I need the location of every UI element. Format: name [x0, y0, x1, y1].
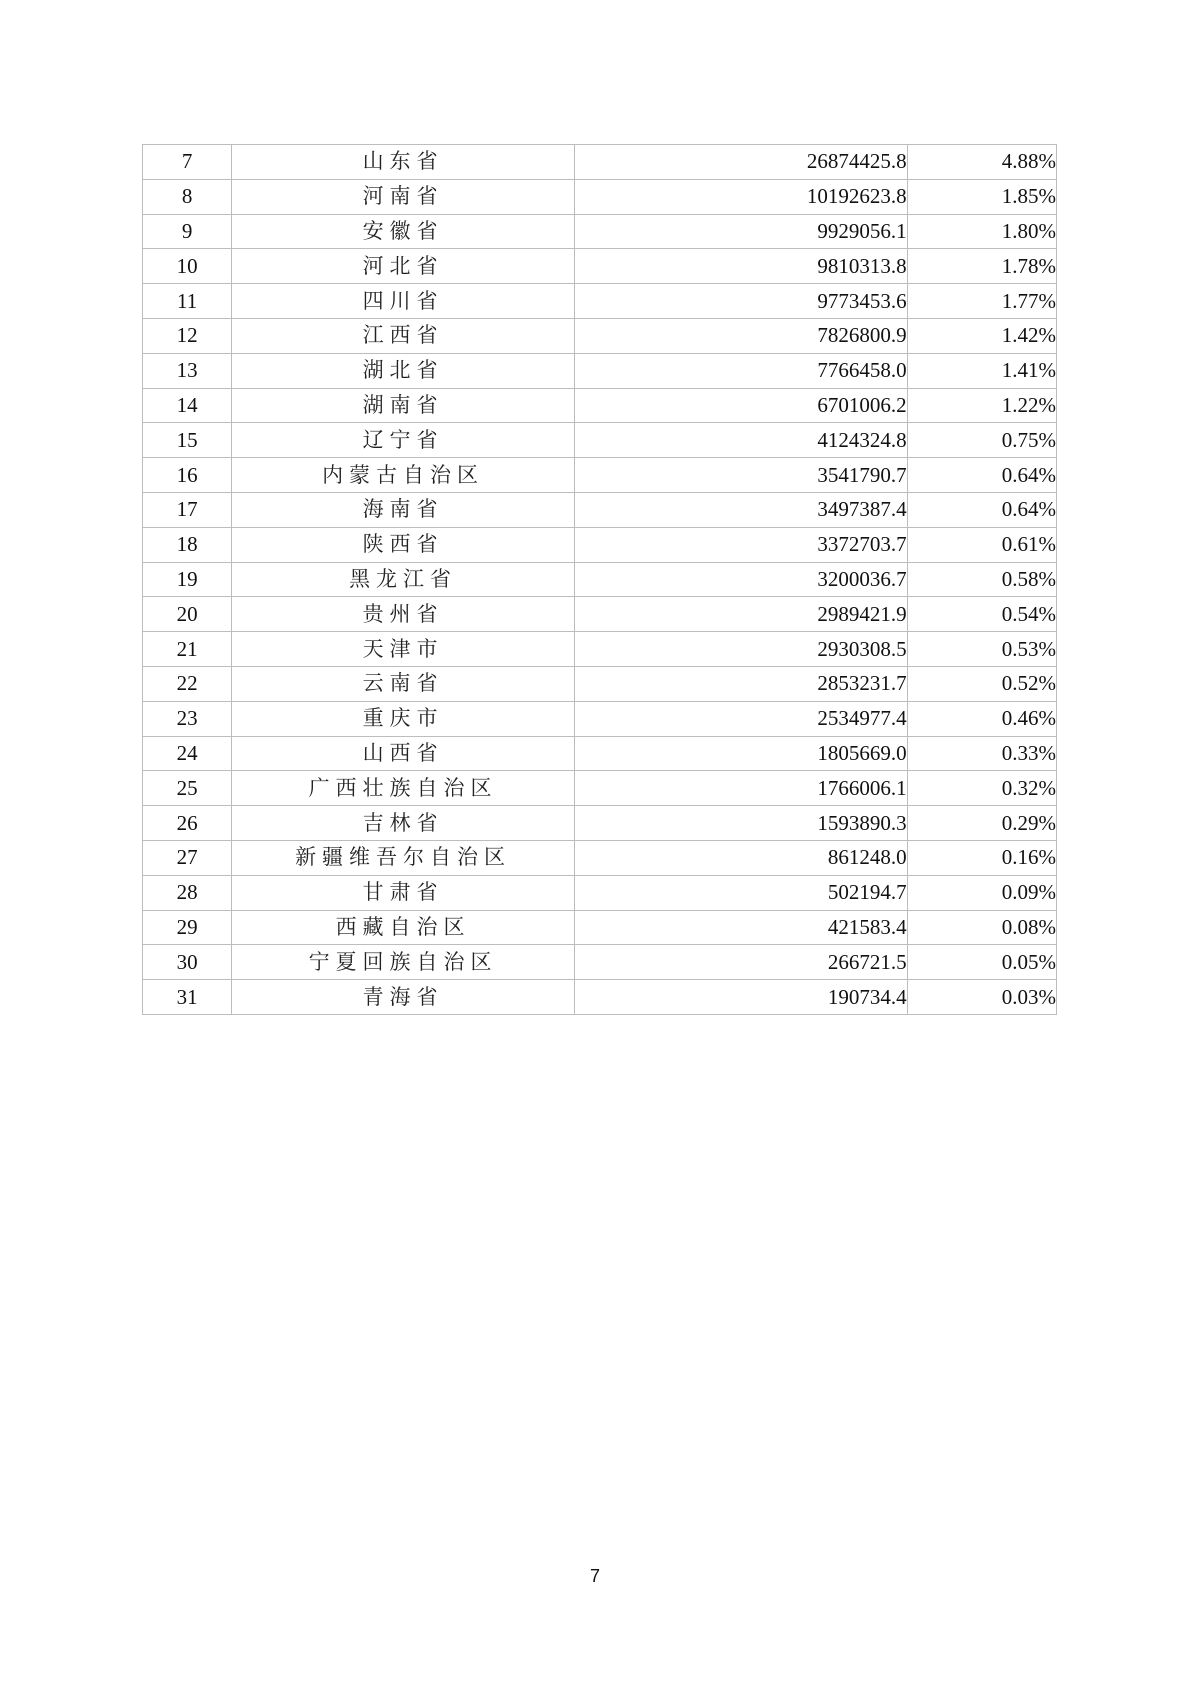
region-data-table [142, 144, 1057, 1015]
value-cell: 3372703.7 [574, 527, 907, 562]
value-cell: 3541790.7 [574, 458, 907, 493]
share-cell: 1.85% [907, 179, 1056, 214]
region-cell: 河南省 [232, 179, 575, 214]
share-cell: 0.64% [907, 458, 1056, 493]
region-cell: 广西壮族自治区 [232, 771, 575, 806]
value-cell: 7826800.9 [574, 318, 907, 353]
region-cell: 湖北省 [232, 353, 575, 388]
page-number: 7 [589, 1566, 600, 1586]
value-cell: 502194.7 [574, 875, 907, 910]
region-cell: 甘肃省 [232, 875, 575, 910]
rank-cell: 7 [143, 145, 232, 180]
region-cell: 新疆维吾尔自治区 [232, 840, 575, 875]
table-row [143, 527, 1057, 562]
table-row [143, 179, 1057, 214]
rank-cell: 15 [143, 423, 232, 458]
rank-cell: 17 [143, 492, 232, 527]
region-cell: 宁夏回族自治区 [232, 945, 575, 980]
share-cell: 0.16% [907, 840, 1056, 875]
table-row [143, 318, 1057, 353]
value-cell: 1805669.0 [574, 736, 907, 771]
value-cell: 2534977.4 [574, 701, 907, 736]
share-cell: 0.58% [907, 562, 1056, 597]
share-cell: 0.75% [907, 423, 1056, 458]
table-row [143, 492, 1057, 527]
region-cell: 黑龙江省 [232, 562, 575, 597]
rank-cell: 11 [143, 284, 232, 319]
table-row [143, 875, 1057, 910]
region-cell: 重庆市 [232, 701, 575, 736]
rank-cell: 21 [143, 632, 232, 667]
value-cell: 4124324.8 [574, 423, 907, 458]
table-row [143, 353, 1057, 388]
region-cell: 吉林省 [232, 806, 575, 841]
rank-cell: 9 [143, 214, 232, 249]
region-cell: 西藏自治区 [232, 910, 575, 945]
region-cell: 天津市 [232, 632, 575, 667]
value-cell: 421583.4 [574, 910, 907, 945]
value-cell: 9773453.6 [574, 284, 907, 319]
table-row [143, 771, 1057, 806]
share-cell: 0.61% [907, 527, 1056, 562]
rank-cell: 16 [143, 458, 232, 493]
region-cell: 贵州省 [232, 597, 575, 632]
rank-cell: 23 [143, 701, 232, 736]
table-row [143, 458, 1057, 493]
table-row [143, 701, 1057, 736]
table-row [143, 562, 1057, 597]
value-cell: 3497387.4 [574, 492, 907, 527]
value-cell: 2853231.7 [574, 666, 907, 701]
table-row [143, 806, 1057, 841]
region-cell: 陕西省 [232, 527, 575, 562]
share-cell: 1.80% [907, 214, 1056, 249]
rank-cell: 30 [143, 945, 232, 980]
table-row [143, 423, 1057, 458]
rank-cell: 20 [143, 597, 232, 632]
value-cell: 1766006.1 [574, 771, 907, 806]
rank-cell: 25 [143, 771, 232, 806]
share-cell: 1.42% [907, 318, 1056, 353]
rank-cell: 22 [143, 666, 232, 701]
value-cell: 26874425.8 [574, 145, 907, 180]
share-cell: 0.32% [907, 771, 1056, 806]
share-cell: 0.33% [907, 736, 1056, 771]
value-cell: 3200036.7 [574, 562, 907, 597]
table-row [143, 840, 1057, 875]
share-cell: 0.08% [907, 910, 1056, 945]
rank-cell: 10 [143, 249, 232, 284]
value-cell: 7766458.0 [574, 353, 907, 388]
share-cell: 0.03% [907, 980, 1056, 1015]
rank-cell: 29 [143, 910, 232, 945]
share-cell: 0.29% [907, 806, 1056, 841]
rank-cell: 8 [143, 179, 232, 214]
region-cell: 安徽省 [232, 214, 575, 249]
rank-cell: 19 [143, 562, 232, 597]
region-cell: 青海省 [232, 980, 575, 1015]
value-cell: 2930308.5 [574, 632, 907, 667]
table-row [143, 910, 1057, 945]
table-body [143, 145, 1057, 1015]
rank-cell: 28 [143, 875, 232, 910]
region-cell: 湖南省 [232, 388, 575, 423]
share-cell: 1.41% [907, 353, 1056, 388]
rank-cell: 27 [143, 840, 232, 875]
region-cell: 山西省 [232, 736, 575, 771]
value-cell: 1593890.3 [574, 806, 907, 841]
rank-cell: 24 [143, 736, 232, 771]
table-row [143, 945, 1057, 980]
share-cell: 0.09% [907, 875, 1056, 910]
rank-cell: 18 [143, 527, 232, 562]
region-cell: 河北省 [232, 249, 575, 284]
rank-cell: 26 [143, 806, 232, 841]
region-cell: 内蒙古自治区 [232, 458, 575, 493]
share-cell: 0.54% [907, 597, 1056, 632]
share-cell: 1.77% [907, 284, 1056, 319]
rank-cell: 31 [143, 980, 232, 1015]
region-cell: 四川省 [232, 284, 575, 319]
value-cell: 2989421.9 [574, 597, 907, 632]
value-cell: 266721.5 [574, 945, 907, 980]
table-row [143, 214, 1057, 249]
share-cell: 4.88% [907, 145, 1056, 180]
rank-cell: 12 [143, 318, 232, 353]
share-cell: 0.64% [907, 492, 1056, 527]
rank-cell: 13 [143, 353, 232, 388]
table-row [143, 249, 1057, 284]
share-cell: 0.52% [907, 666, 1056, 701]
region-cell: 山东省 [232, 145, 575, 180]
value-cell: 10192623.8 [574, 179, 907, 214]
region-cell: 海南省 [232, 492, 575, 527]
rank-cell: 14 [143, 388, 232, 423]
share-cell: 1.22% [907, 388, 1056, 423]
region-cell: 辽宁省 [232, 423, 575, 458]
share-cell: 1.78% [907, 249, 1056, 284]
region-cell: 云南省 [232, 666, 575, 701]
table-row [143, 284, 1057, 319]
table-row [143, 736, 1057, 771]
region-cell: 江西省 [232, 318, 575, 353]
table-row [143, 666, 1057, 701]
value-cell: 6701006.2 [574, 388, 907, 423]
share-cell: 0.46% [907, 701, 1056, 736]
value-cell: 190734.4 [574, 980, 907, 1015]
value-cell: 861248.0 [574, 840, 907, 875]
table-row [143, 388, 1057, 423]
share-cell: 0.53% [907, 632, 1056, 667]
table-row [143, 145, 1057, 180]
value-cell: 9929056.1 [574, 214, 907, 249]
table-row [143, 597, 1057, 632]
value-cell: 9810313.8 [574, 249, 907, 284]
share-cell: 0.05% [907, 945, 1056, 980]
table-row [143, 632, 1057, 667]
table-row [143, 980, 1057, 1015]
